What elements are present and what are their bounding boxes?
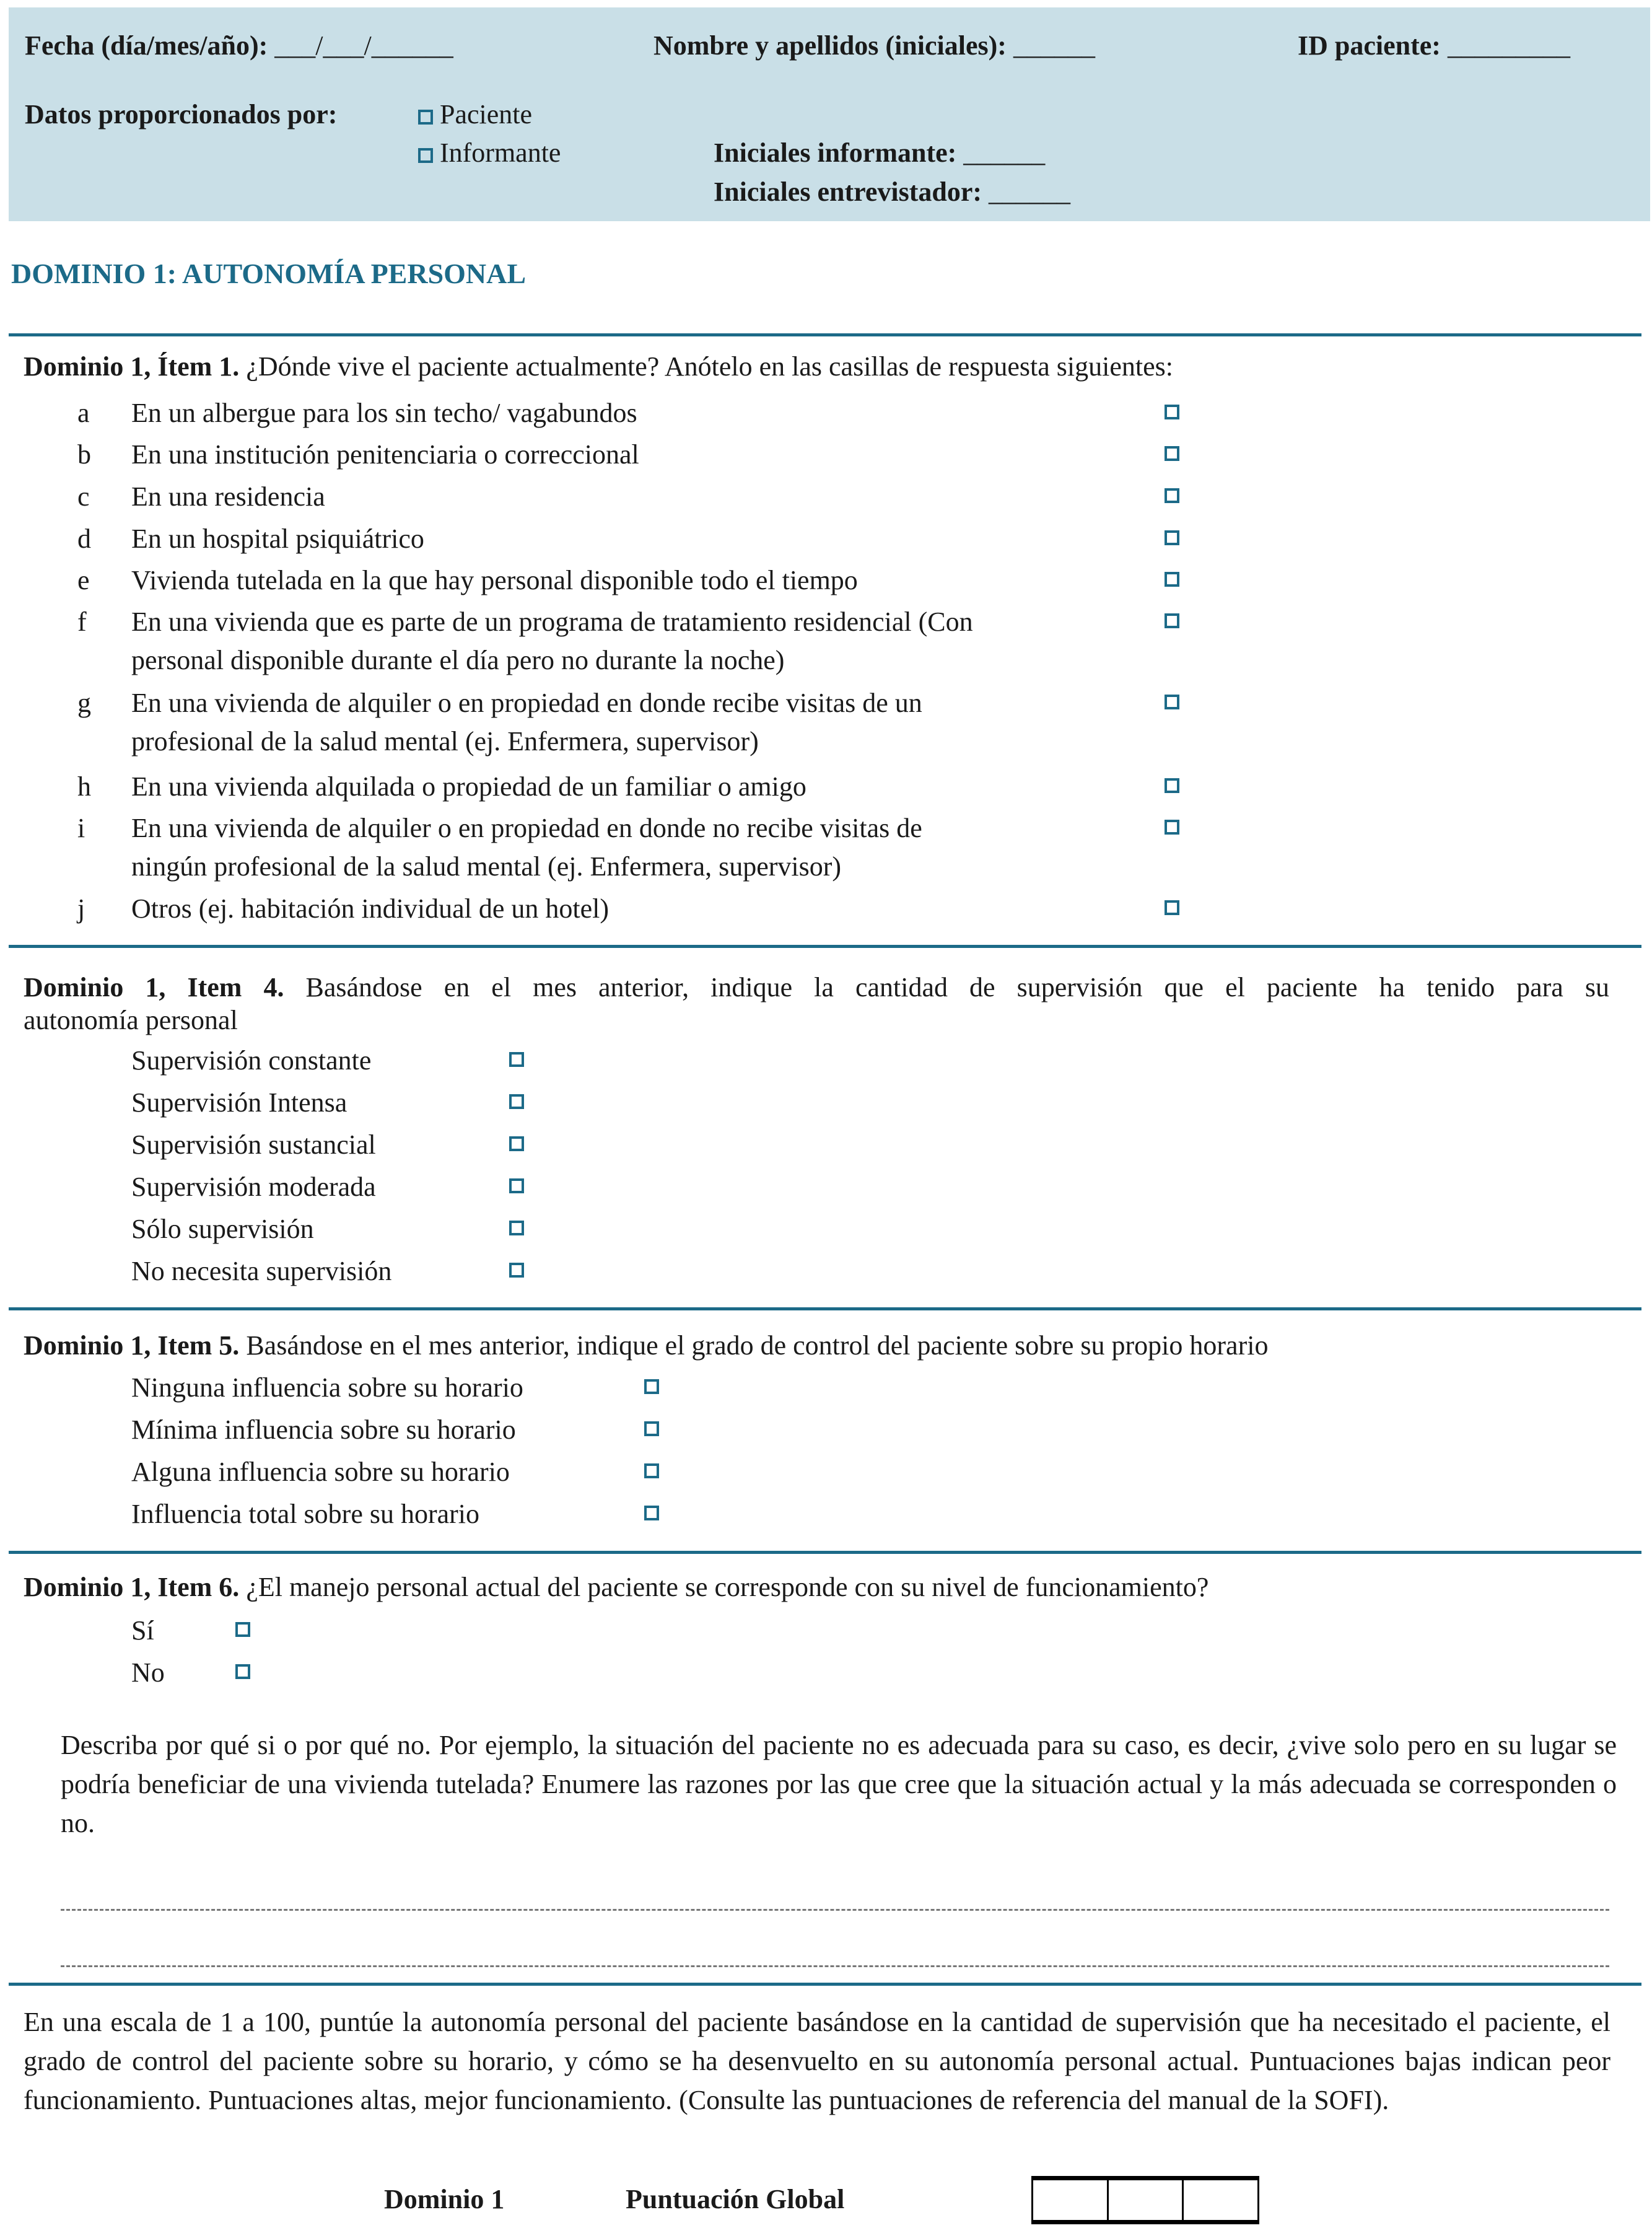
scoring-instructions: En una escala de 1 a 100, puntúe la autonomía personal del paciente basándose en la cantidad de supervisión que ha necesitado el paciente, el grado de control del paciente sobre su horario, y cómo se ha desenvuelto en su autonomía personal actual. Puntuaciones bajas indican peor funcionamiento. Puntuaciones altas, mejor funcionamiento. (Consulte las puntuaciones de referencia del manual de la SOFI). xyxy=(24,2007,1610,2115)
supervision-option-label: No necesita supervisión xyxy=(131,1256,392,1286)
supervision-option-checkbox[interactable] xyxy=(509,1136,524,1151)
nombre-blank[interactable]: ______ xyxy=(1013,30,1095,61)
option-checkbox[interactable] xyxy=(1165,530,1179,545)
nombre-field[interactable] xyxy=(653,32,1095,59)
fecha-blank[interactable]: ___/___/______ xyxy=(274,30,453,61)
option-letter: e xyxy=(77,565,90,595)
option-checkbox[interactable] xyxy=(1165,446,1179,461)
iniciales-informante-label: Iniciales informante: xyxy=(714,138,957,168)
supervision-option-checkbox[interactable] xyxy=(509,1263,524,1278)
option-letter: g xyxy=(77,688,91,718)
item1-text: ¿Dónde vive el paciente actualmente? Anótelo en las casillas de respuesta siguientes: xyxy=(246,351,1173,382)
option-checkbox[interactable] xyxy=(1165,613,1179,628)
option-no-label: No xyxy=(131,1657,165,1688)
option-letter: f xyxy=(77,607,87,637)
option-checkbox[interactable] xyxy=(1165,572,1179,587)
schedule-option-label: Influencia total sobre su horario xyxy=(131,1499,480,1529)
supervision-option-label: Sólo supervisión xyxy=(131,1214,314,1244)
answer-line-2[interactable] xyxy=(61,1965,1609,1967)
option-text-continued: profesional de la salud mental (ej. Enfermera, supervisor) xyxy=(131,726,759,757)
id-paciente-label: ID paciente: xyxy=(1298,30,1441,61)
supervision-option-label: Supervisión moderada xyxy=(131,1172,376,1202)
option-letter: b xyxy=(77,439,91,470)
nombre-label: Nombre y apellidos (iniciales): xyxy=(653,30,1007,61)
option-text: Vivienda tutelada en la que hay personal disponible todo el tiempo xyxy=(131,565,858,595)
item4-label: Dominio 1, Item 4. xyxy=(24,972,284,1002)
item1-label: Dominio 1, Ítem 1. xyxy=(24,351,240,382)
option-informante[interactable] xyxy=(418,139,561,167)
option-text: Otros (ej. habitación individual de un hotel) xyxy=(131,893,610,924)
option-checkbox[interactable] xyxy=(1165,900,1179,915)
item4-text-line1: Basándose en el mes anterior, indique la cantidad de supervisión que el paciente ha tenido para su xyxy=(305,972,1609,1002)
score-digit-2[interactable] xyxy=(1109,2180,1184,2220)
option-text-continued: ningún profesional de la salud mental (ej. Enfermera, supervisor) xyxy=(131,851,842,882)
item4-question xyxy=(24,968,1609,1007)
iniciales-entrevistador-field[interactable] xyxy=(714,178,1070,206)
global-score-label: Puntuación Global xyxy=(626,2184,845,2214)
option-text: En un hospital psiquiátrico xyxy=(131,524,424,554)
option-checkbox[interactable] xyxy=(1165,488,1179,503)
option-checkbox[interactable] xyxy=(1165,820,1179,835)
option-letter: c xyxy=(77,481,90,512)
supervision-option-label: Supervisión Intensa xyxy=(131,1087,347,1118)
option-paciente[interactable] xyxy=(418,101,532,128)
supervision-option-checkbox[interactable] xyxy=(509,1052,524,1067)
option-checkbox[interactable] xyxy=(1165,778,1179,793)
item5-text: Basándose en el mes anterior, indique el grado de control del paciente sobre su propio horario xyxy=(246,1330,1269,1361)
checkbox-informante[interactable] xyxy=(418,148,433,163)
informante-label: Informante xyxy=(440,138,561,168)
option-text: En una institución penitenciaria o correccional xyxy=(131,439,639,470)
option-letter: a xyxy=(77,398,90,428)
paciente-label: Paciente xyxy=(440,99,533,129)
id-paciente-blank[interactable]: _________ xyxy=(1447,30,1570,61)
schedule-option-label: Alguna influencia sobre su horario xyxy=(131,1457,510,1487)
supervision-option-checkbox[interactable] xyxy=(509,1221,524,1235)
schedule-option-checkbox[interactable] xyxy=(644,1463,659,1478)
item6-question xyxy=(24,1574,1208,1601)
option-text-continued: personal disponible durante el día pero no durante la noche) xyxy=(131,645,785,675)
option-text: En una vivienda que es parte de un programa de tratamiento residencial (Con xyxy=(131,607,973,637)
answer-line-1[interactable] xyxy=(61,1909,1609,1911)
checkbox-si[interactable] xyxy=(235,1622,250,1637)
option-text: En una vivienda alquilada o propiedad de un familiar o amigo xyxy=(131,771,806,802)
item4-text-line2: autonomía personal xyxy=(24,1005,238,1035)
option-text: En una residencia xyxy=(131,481,325,512)
option-text: En una vivienda de alquiler o en propiedad en donde no recibe visitas de xyxy=(131,813,922,843)
fecha-field[interactable] xyxy=(25,32,453,59)
supervision-option-checkbox[interactable] xyxy=(509,1178,524,1193)
iniciales-informante-field[interactable] xyxy=(714,139,1045,167)
section-divider xyxy=(9,1983,1641,1986)
option-si-label: Sí xyxy=(131,1615,154,1646)
datos-label: Datos proporcionados por: xyxy=(25,99,338,129)
domain-score-label: Dominio 1 xyxy=(384,2184,505,2214)
option-text: En una vivienda de alquiler o en propiedad en donde recibe visitas de un xyxy=(131,688,922,718)
option-letter: i xyxy=(77,813,85,843)
option-letter: h xyxy=(77,771,91,802)
global-score-input[interactable] xyxy=(1031,2176,1259,2224)
section-divider xyxy=(9,333,1641,336)
section-divider xyxy=(9,1307,1641,1310)
section-divider xyxy=(9,945,1641,948)
item5-question xyxy=(24,1332,1268,1359)
score-digit-1[interactable] xyxy=(1033,2180,1109,2220)
option-checkbox[interactable] xyxy=(1165,695,1179,709)
checkbox-paciente[interactable] xyxy=(418,110,433,125)
iniciales-entrevistador-blank[interactable]: ______ xyxy=(989,177,1071,207)
iniciales-informante-blank[interactable]: ______ xyxy=(963,138,1046,168)
item6-text: ¿El manejo personal actual del paciente se corresponde con su nivel de funcionamiento? xyxy=(246,1572,1209,1602)
item5-label: Dominio 1, Item 5. xyxy=(24,1330,240,1361)
option-letter: j xyxy=(77,893,85,924)
schedule-option-label: Ninguna influencia sobre su horario xyxy=(131,1372,523,1403)
checkbox-no[interactable] xyxy=(235,1664,250,1679)
supervision-option-checkbox[interactable] xyxy=(509,1094,524,1109)
id-paciente-field[interactable] xyxy=(1298,32,1570,59)
item1-question xyxy=(24,353,1173,380)
schedule-option-checkbox[interactable] xyxy=(644,1379,659,1394)
section-divider xyxy=(9,1551,1641,1554)
option-text: En un albergue para los sin techo/ vagabundos xyxy=(131,398,637,428)
option-letter: d xyxy=(77,524,91,554)
iniciales-entrevistador-label: Iniciales entrevistador: xyxy=(714,177,982,207)
schedule-option-checkbox[interactable] xyxy=(644,1421,659,1436)
item6-describe-instructions: Describa por qué si o por qué no. Por ejemplo, la situación del paciente no es adecuada para su caso, es decir, ¿vive solo pero en su lugar se podría beneficiar de una vivienda tutelada? Enumere las razones por las que cree que la situación actual y la más adecuada se corresponden o no. xyxy=(61,1730,1617,1838)
supervision-option-label: Supervisión sustancial xyxy=(131,1129,376,1160)
option-checkbox[interactable] xyxy=(1165,405,1179,419)
fecha-label: Fecha (día/mes/año): xyxy=(25,30,268,61)
section-title: DOMINIO 1: AUTONOMÍA PERSONAL xyxy=(11,258,527,289)
schedule-option-label: Mínima influencia sobre su horario xyxy=(131,1414,516,1445)
score-digit-3[interactable] xyxy=(1184,2180,1257,2220)
supervision-option-label: Supervisión constante xyxy=(131,1045,372,1076)
item6-label: Dominio 1, Item 6. xyxy=(24,1572,240,1602)
schedule-option-checkbox[interactable] xyxy=(644,1506,659,1520)
